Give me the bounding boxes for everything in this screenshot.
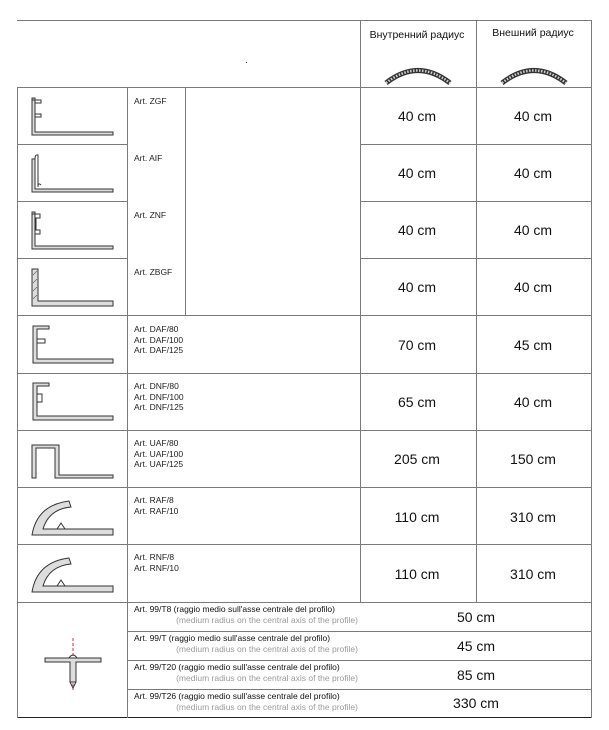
t8-label: Art. 99/T8 (raggio medio sull'asse centrale del profilo) xyxy=(134,604,335,614)
table-rule xyxy=(17,87,18,718)
table-rule xyxy=(17,201,127,202)
outer-radius-arc-icon xyxy=(498,64,570,86)
table-rule xyxy=(127,660,592,661)
zgf-profile-icon xyxy=(29,92,119,138)
table-rule xyxy=(17,430,592,431)
art-label-raf: Art. RAF/8 Art. RAF/10 xyxy=(134,495,179,516)
table-rule xyxy=(17,602,592,603)
uaf-profile-icon xyxy=(29,435,119,481)
outer-radius-raf: 310 cm xyxy=(510,509,556,525)
inner-radius-dnf: 65 cm xyxy=(397,394,437,410)
art-label-znf: Art. ZNF xyxy=(134,210,167,220)
header-dot: . xyxy=(245,55,248,66)
table-rule xyxy=(17,87,592,88)
t8-note xyxy=(134,604,358,625)
table-rule xyxy=(17,20,592,21)
art-label-aif: Art. AIF xyxy=(134,153,163,163)
inner-radius-arc-icon xyxy=(382,64,454,86)
outer-radius-dnf: 40 cm xyxy=(513,394,553,410)
table-rule xyxy=(17,258,127,259)
art-label-zgf: Art. ZGF xyxy=(134,96,167,106)
table-rule xyxy=(17,717,592,718)
inner-radius-znf: 40 cm xyxy=(397,222,437,238)
inner-radius-daf: 70 cm xyxy=(397,337,437,353)
inner-radius-zgf: 40 cm xyxy=(397,108,437,124)
t-profile-icon xyxy=(43,636,103,692)
aif-profile-icon xyxy=(29,149,119,195)
table-rule xyxy=(17,373,592,374)
outer-radius-header: Внешний радиус xyxy=(492,27,574,39)
inner-radius-zbgf: 40 cm xyxy=(397,279,437,295)
table-rule xyxy=(127,87,128,718)
t26-radius: 330 cm xyxy=(453,695,499,711)
t-radius: 45 cm xyxy=(456,638,496,654)
rnf-profile-icon xyxy=(29,550,119,596)
t-label: Art. 99/T (raggio medio sull'asse centrale del profilo) xyxy=(134,633,331,643)
outer-radius-uaf: 150 cm xyxy=(510,451,556,467)
table-rule xyxy=(127,631,592,632)
daf-profile-icon xyxy=(29,321,119,367)
table-rule xyxy=(17,544,592,545)
zbgf-profile-icon xyxy=(29,263,119,309)
t26-label: Art. 99/T26 (raggio medio sull'asse centrale del profilo) xyxy=(134,691,340,701)
outer-radius-zbgf: 40 cm xyxy=(513,279,553,295)
outer-radius-zgf: 40 cm xyxy=(513,108,553,124)
table-rule xyxy=(17,144,127,145)
inner-radius-rnf: 110 cm xyxy=(394,566,440,582)
art-label-zbgf: Art. ZBGF xyxy=(134,267,173,277)
outer-radius-znf: 40 cm xyxy=(513,222,553,238)
inner-radius-raf: 110 cm xyxy=(394,509,440,525)
t26-sub: (medium radius on the central axis of the profile) xyxy=(176,701,358,712)
t-sub: (medium radius on the central axis of the profile) xyxy=(176,643,358,654)
t-note xyxy=(134,633,358,654)
t8-radius: 50 cm xyxy=(456,609,496,625)
outer-radius-daf: 45 cm xyxy=(513,337,553,353)
art-label-dnf: Art. DNF/80 Art. DNF/100 Art. DNF/125 xyxy=(134,381,184,412)
art-label-rnf: Art. RNF/8 Art. RNF/10 xyxy=(134,552,179,573)
inner-radius-uaf: 205 cm xyxy=(394,451,440,467)
t20-sub: (medium radius on the central axis of the profile) xyxy=(176,672,358,683)
table-rule xyxy=(17,315,592,316)
table-rule xyxy=(185,87,186,315)
raf-profile-icon xyxy=(29,493,119,539)
radius-table xyxy=(17,20,592,718)
dnf-profile-icon xyxy=(29,378,119,424)
t20-label: Art. 99/T20 (raggio medio sull'asse centrale del profilo) xyxy=(134,662,340,672)
outer-radius-aif: 40 cm xyxy=(513,165,553,181)
art-label-uaf: Art. UAF/80 Art. UAF/100 Art. UAF/125 xyxy=(134,438,184,469)
t8-sub: (medium radius on the central axis of the profile) xyxy=(176,614,358,625)
inner-radius-aif: 40 cm xyxy=(397,165,437,181)
znf-profile-icon xyxy=(29,206,119,252)
table-rule xyxy=(17,487,592,488)
t20-note xyxy=(134,662,358,683)
table-rule xyxy=(127,689,592,690)
inner-radius-header: Внутренний радиус xyxy=(369,29,465,41)
outer-radius-rnf: 310 cm xyxy=(510,566,556,582)
art-label-daf: Art. DAF/80 Art. DAF/100 Art. DAF/125 xyxy=(134,324,184,355)
t26-note xyxy=(134,691,358,712)
t20-radius: 85 cm xyxy=(456,667,496,683)
